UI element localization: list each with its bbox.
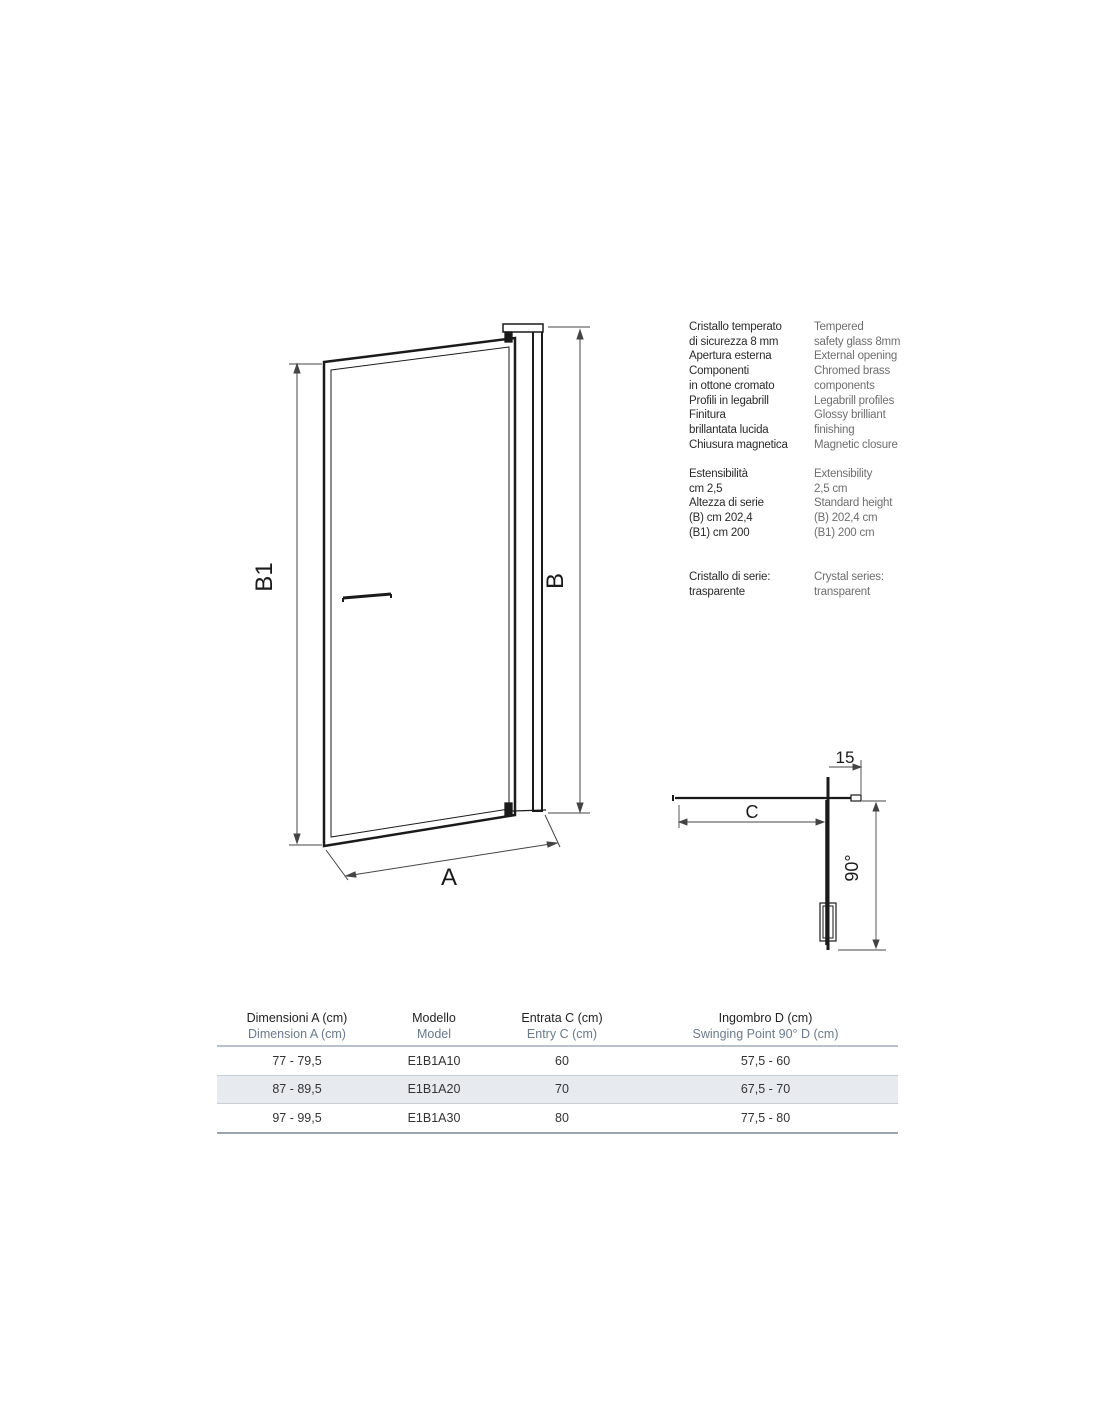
- specs-italian-group-1: [689, 320, 788, 452]
- spec-line: Tempered: [814, 321, 864, 333]
- table-header-row: [217, 1010, 898, 1046]
- specs-italian-group-3: [689, 570, 770, 599]
- specs-english-group-2: [814, 467, 892, 541]
- spec-line: (B1) 200 cm: [814, 526, 875, 539]
- table-cell: 60: [491, 1046, 633, 1075]
- spec-line: Apertura esterna: [689, 350, 772, 363]
- spec-line: Magnetic closure: [814, 438, 898, 451]
- table-row: [217, 1046, 898, 1075]
- spec-line: Extensibility: [814, 468, 873, 480]
- spec-line: safety glass 8mm: [814, 335, 901, 348]
- spec-line: Legabrill profiles: [814, 394, 895, 407]
- table-cell: 67,5 - 70: [633, 1075, 898, 1104]
- spec-line: Glossy brilliant: [814, 409, 886, 422]
- spec-line: brillantata lucida: [689, 423, 769, 436]
- label-b: B: [542, 572, 569, 590]
- table-cell: 87 - 89,5: [217, 1075, 377, 1104]
- spec-line: transparent: [814, 585, 870, 598]
- spec-line: cm 2,5: [689, 482, 723, 495]
- header-english: Dimension A (cm): [248, 1027, 346, 1041]
- table-cell: E1B1A20: [377, 1075, 491, 1104]
- column-header: [217, 1010, 377, 1046]
- specs-english-group-1: [814, 320, 900, 452]
- header-english: Entry C (cm): [526, 1027, 598, 1041]
- header-italian: Ingombro D (cm): [718, 1011, 813, 1025]
- label-90: 90°: [842, 854, 862, 882]
- spec-line: Finitura: [689, 409, 726, 422]
- specs-english-group-3: [814, 570, 884, 599]
- label-15: 15: [835, 748, 855, 767]
- spec-line: Chiusura magnetica: [689, 438, 788, 451]
- spec-line: di sicurezza 8 mm: [689, 335, 779, 348]
- specs-italian-group-2: [689, 467, 764, 541]
- label-c: C: [745, 802, 759, 822]
- column-header: [377, 1010, 491, 1046]
- shower-door-front-view: [324, 324, 546, 846]
- label-b1: B1: [251, 562, 278, 592]
- top-view-plan: [673, 777, 861, 950]
- spec-line: Crystal series:: [814, 571, 884, 583]
- dimension-labels: [251, 562, 862, 891]
- spec-line: Cristallo di serie:: [689, 571, 771, 583]
- spec-line: Cristallo temperato: [689, 321, 782, 333]
- dimension-lines: [289, 327, 590, 880]
- spec-line: finishing: [814, 423, 855, 436]
- header-italian: Dimensioni A (cm): [246, 1011, 348, 1025]
- spec-line: trasparente: [689, 585, 745, 598]
- table-row: [217, 1104, 898, 1133]
- table-cell: 77 - 79,5: [217, 1046, 377, 1075]
- spec-line: (B) cm 202,4: [689, 512, 753, 525]
- table-row: [217, 1075, 898, 1104]
- table-cell: E1B1A30: [377, 1104, 491, 1133]
- table-cell: E1B1A10: [377, 1046, 491, 1075]
- spec-line: Profili in legabrill: [689, 394, 769, 407]
- spec-line: Standard height: [814, 497, 893, 510]
- spec-line: Estensibilità: [689, 468, 748, 480]
- spec-line: (B1) cm 200: [689, 526, 750, 539]
- spec-line: 2,5 cm: [814, 482, 848, 495]
- header-english: Model: [416, 1027, 452, 1041]
- header-italian: Modello: [412, 1011, 456, 1025]
- column-header: [633, 1010, 898, 1046]
- table-cell: 80: [491, 1104, 633, 1133]
- spec-line: Componenti: [689, 365, 750, 378]
- table-cell: 97 - 99,5: [217, 1104, 377, 1133]
- header-english: Swinging Point 90° D (cm): [692, 1027, 839, 1041]
- header-italian: Entrata C (cm): [521, 1011, 603, 1025]
- spec-line: in ottone cromato: [689, 379, 775, 392]
- column-header: [491, 1010, 633, 1046]
- spec-line: Altezza di serie: [689, 497, 764, 510]
- table-cell: 57,5 - 60: [633, 1046, 898, 1075]
- spec-line: External opening: [814, 350, 898, 363]
- table-cell: 77,5 - 80: [633, 1104, 898, 1133]
- table-cell: 70: [491, 1075, 633, 1104]
- spec-line: components: [814, 379, 875, 392]
- spec-line: (B) 202,4 cm: [814, 512, 878, 525]
- spec-line: Chromed brass: [814, 365, 891, 378]
- label-a: A: [440, 864, 458, 891]
- dimensions-table: [217, 1010, 898, 1134]
